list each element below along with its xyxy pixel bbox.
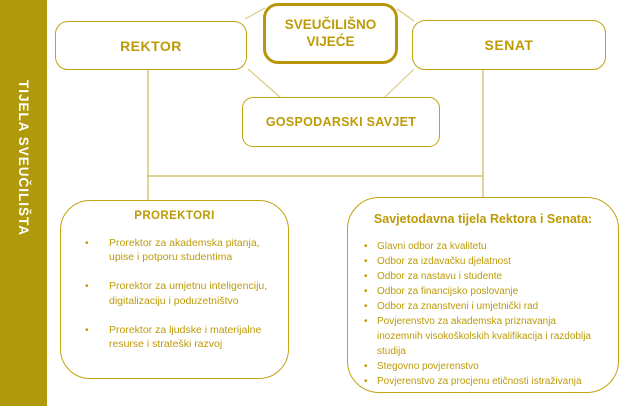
- box-senat-label: SENAT: [484, 37, 534, 53]
- connector-rektor-gospodarski: [248, 69, 281, 98]
- list-item-text: Prorektor za ljudske i materijalne resurse i strateški razvoj: [109, 323, 262, 350]
- box-senat: [412, 20, 606, 70]
- list-item: [364, 299, 604, 314]
- bullet-icon: •: [364, 376, 368, 387]
- connector-senat-gospodarski: [384, 69, 414, 98]
- box-rektor: [55, 21, 247, 70]
- list-item-text: Odbor za znanstveni i umjetnički rad: [377, 301, 539, 312]
- sidebar-title: TIJELA SVEUČILIŠTA: [16, 79, 31, 236]
- box-gospodarski-savjet: [242, 97, 440, 147]
- list-item: [364, 359, 604, 374]
- bullet-icon: •: [364, 316, 368, 327]
- bullet-icon: •: [364, 271, 368, 282]
- list-item: [364, 239, 604, 254]
- bullet-icon: •: [85, 280, 89, 293]
- box-rektor-label: REKTOR: [120, 37, 182, 54]
- list-item-text: Povjerenstvo za akademska priznavanja inozemnih visokoškolskih kvalifikacija i razdoblja studija: [377, 316, 591, 357]
- list-item-text: Odbor za nastavu i studente: [377, 271, 503, 282]
- connector-rektor-vijece: [245, 8, 265, 19]
- bullet-icon: •: [364, 241, 368, 252]
- box-savjetodavna-tijela: [347, 197, 619, 393]
- list-item-text: Stegovno povjerenstvo: [377, 361, 479, 372]
- list-item-text: Odbor za financijsko poslovanje: [377, 286, 519, 297]
- sidebar-title-bar: [0, 0, 47, 406]
- list-item: [85, 236, 278, 264]
- bullet-icon: •: [364, 301, 368, 312]
- list-item-text: Prorektor za akademska pitanja, upise i potporu studentima: [109, 237, 260, 264]
- list-item: [85, 323, 278, 351]
- list-item: [364, 314, 604, 359]
- list-item: [85, 279, 278, 307]
- list-item-text: Glavni odbor za kvalitetu: [377, 241, 487, 252]
- list-item: [364, 269, 604, 284]
- list-item: [364, 284, 604, 299]
- bullet-icon: •: [85, 237, 89, 249]
- connector-vijece-senat: [397, 9, 414, 21]
- savjetodavna-list: [348, 226, 618, 389]
- bullet-icon: •: [364, 286, 368, 297]
- list-item-text: Odbor za izdavačku djelatnost: [377, 256, 511, 267]
- box-sveucilisno-vijece-label: SVEUČILIŠNO VIJEĆE: [284, 16, 377, 49]
- list-item: [364, 374, 604, 389]
- box-sveucilisno-vijece: [263, 3, 398, 64]
- bullet-icon: •: [364, 256, 368, 267]
- prorektori-title: PROREKTORI: [134, 210, 215, 222]
- savjetodavna-title: Savjetodavna tijela Rektora i Senata:: [373, 212, 593, 226]
- list-item: [364, 254, 604, 269]
- box-prorektori: [60, 200, 289, 379]
- list-item-text: Prorektor za umjetnu inteligenciju, digitalizaciju i poduzetništvo: [109, 280, 268, 307]
- bullet-icon: •: [364, 361, 368, 372]
- prorektori-list: [61, 222, 288, 351]
- box-gospodarski-savjet-label: GOSPODARSKI SAVJET: [265, 115, 417, 129]
- list-item-text: Povjerenstvo za procjenu etičnosti istraživanja: [377, 376, 582, 387]
- bullet-icon: •: [85, 323, 89, 336]
